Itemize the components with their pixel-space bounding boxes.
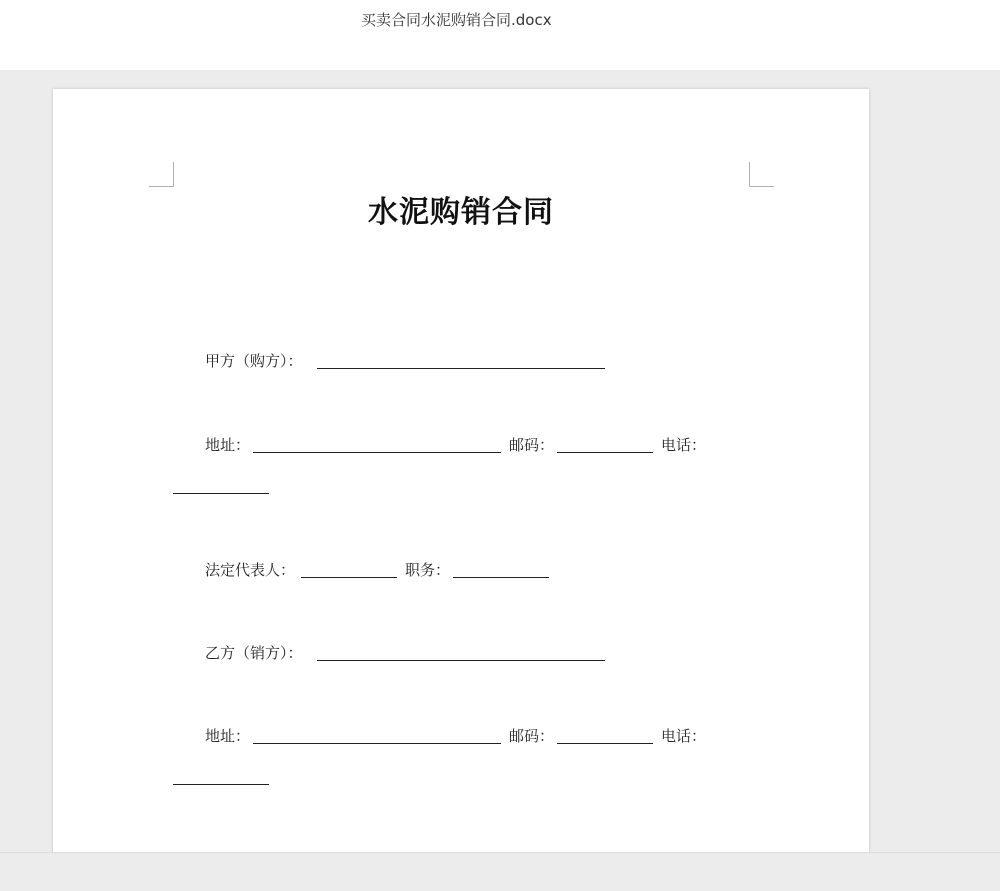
party-b-name-blank[interactable] — [317, 660, 605, 661]
party-a-phone-label: 电话： — [661, 436, 707, 454]
title-bar — [0, 0, 1000, 70]
party-a-postcode-label: 邮码： — [509, 436, 555, 454]
party-a-phone-blank[interactable] — [173, 493, 269, 494]
party-a-name-blank[interactable] — [317, 368, 605, 369]
document-filename: 买卖合同水泥购销合同.docx — [361, 11, 552, 29]
party-b-postcode-blank[interactable] — [557, 743, 653, 744]
legal-representative-blank[interactable] — [301, 577, 397, 578]
document-title: 水泥购销合同 — [368, 195, 554, 230]
party-a-address-blank[interactable] — [253, 452, 501, 453]
party-b-phone-label: 电话： — [661, 727, 707, 745]
crop-mark-top-right — [749, 162, 774, 187]
document-workspace[interactable] — [0, 70, 1000, 852]
party-a-label: 甲方（购方）： — [205, 352, 303, 370]
party-a-postcode-blank[interactable] — [557, 452, 653, 453]
position-label: 职务： — [405, 561, 451, 579]
party-b-address-blank[interactable] — [253, 743, 501, 744]
party-b-phone-blank[interactable] — [173, 784, 269, 785]
crop-mark-top-left — [149, 162, 174, 187]
document-page[interactable] — [53, 89, 869, 852]
party-b-address-label: 地址： — [205, 727, 251, 745]
party-b-label: 乙方（销方）： — [205, 644, 303, 662]
position-blank[interactable] — [453, 577, 549, 578]
legal-representative-label: 法定代表人： — [205, 561, 296, 579]
party-a-address-label: 地址： — [205, 436, 251, 454]
party-b-postcode-label: 邮码： — [509, 727, 555, 745]
status-bar — [0, 852, 1000, 891]
